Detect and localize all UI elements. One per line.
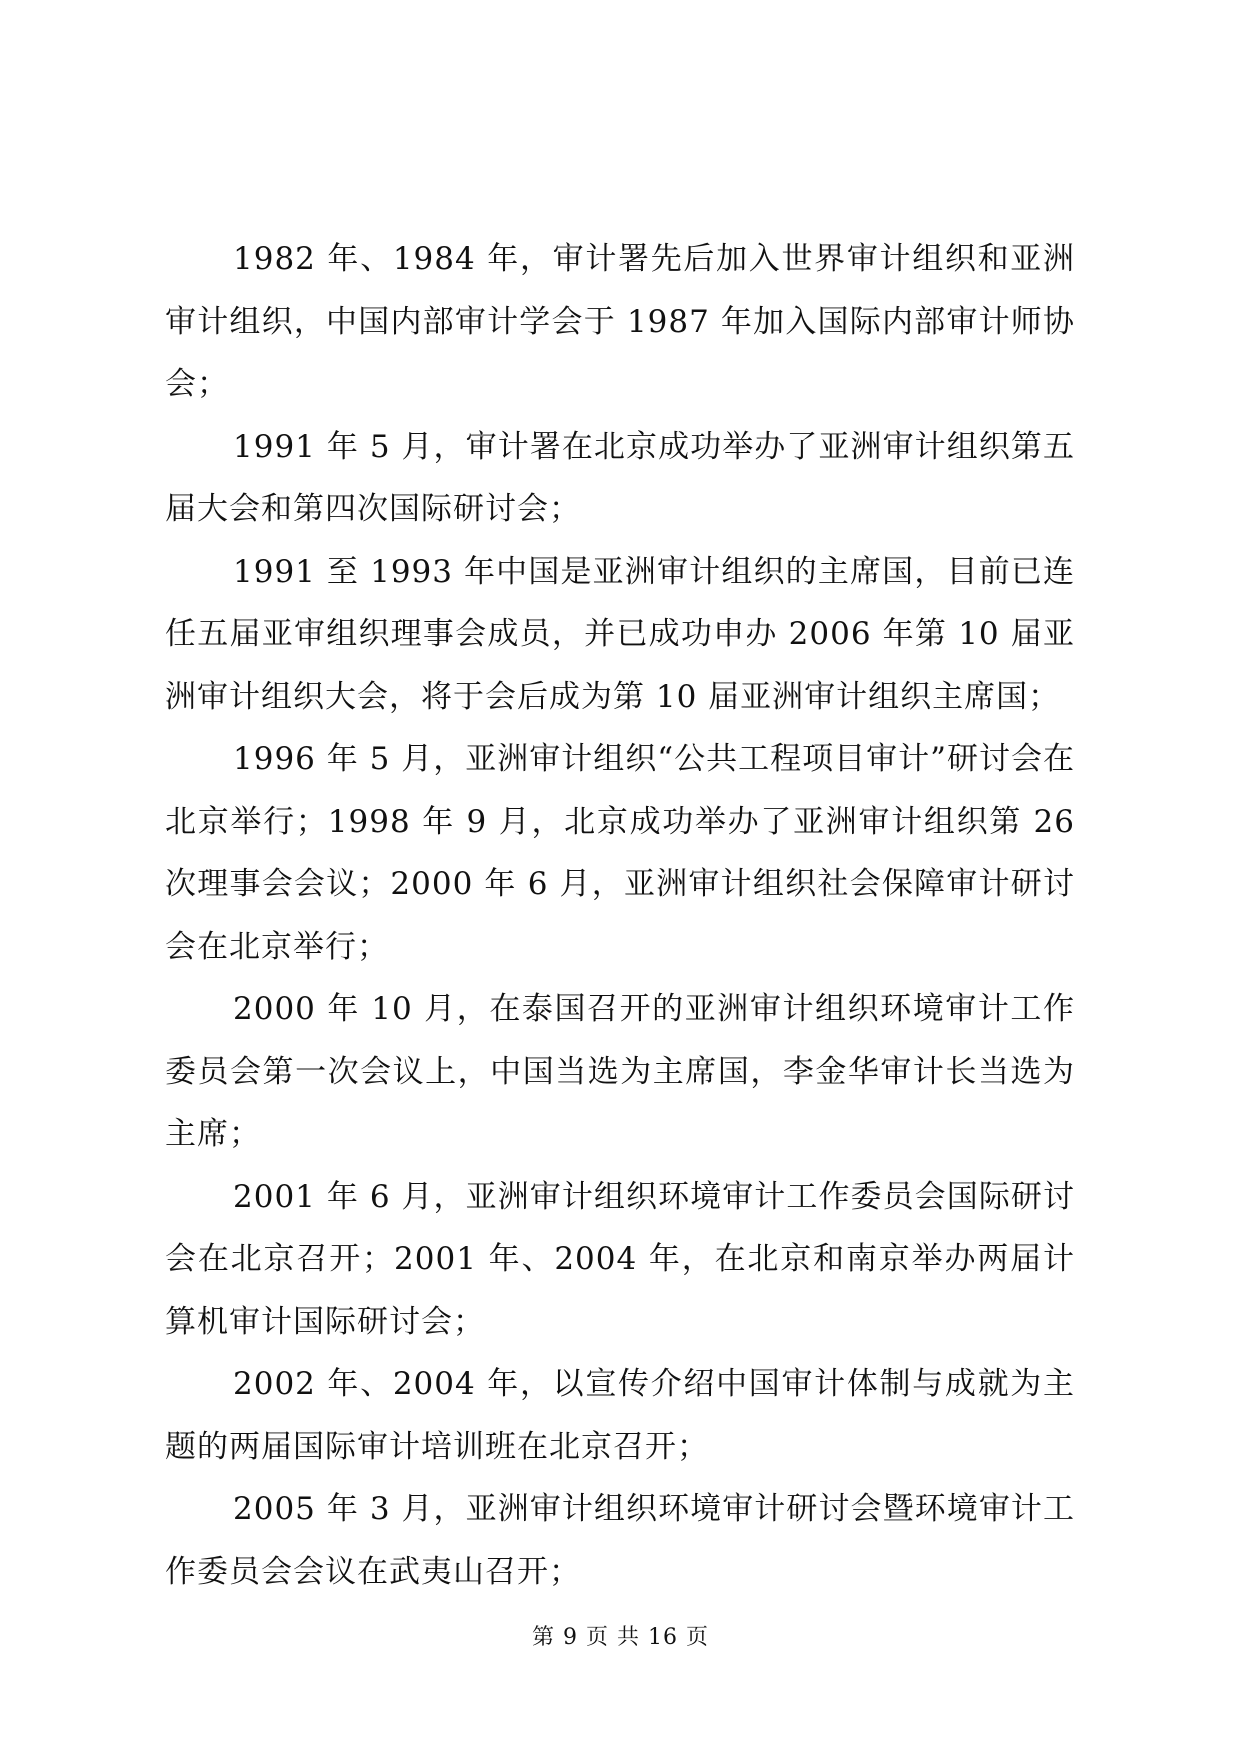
paragraph-1: 1982 年、1984 年，审计署先后加入世界审计组织和亚洲审计组织，中国内部审计学会于 1987 年加入国际内部审计师协会； [165,241,1075,402]
page-footer: 第 9 页 共 16 页 [532,1625,709,1650]
paragraph-4: 1996 年 5 月，亚洲审计组织“公共工程项目审计”研讨会在北京举行；1998 年 9 月，北京成功举办了亚洲审计组织第 26 次理事会会议；2000 年 6 月，亚洲审计组织社会保障审计研讨会在北京举行； [165,741,1075,965]
paragraph-8: 2005 年 3 月，亚洲审计组织环境审计研讨会暨环境审计工作委员会会议在武夷山召开； [165,1491,1075,1590]
paragraph-2: 1991 年 5 月，审计署在北京成功举办了亚洲审计组织第五届大会和第四次国际研讨会； [165,428,1075,527]
paragraph-3: 1991 至 1993 年中国是亚洲审计组织的主席国，目前已连任五届亚审组织理事会成员，并已成功申办 2006 年第 10 届亚洲审计组织大会，将于会后成为第 10 届亚洲审计组织主席国； [165,553,1075,715]
paragraph-7: 2002 年、2004 年，以宣传介绍中国审计体制与成就为主题的两届国际审计培训班在北京召开； [165,1366,1075,1465]
document-body [165,228,1075,1603]
paragraph-6: 2001 年 6 月，亚洲审计组织环境审计工作委员会国际研讨会在北京召开；2001 年、2004 年，在北京和南京举办两届计算机审计国际研讨会； [165,1178,1075,1340]
paragraph-5: 2000 年 10 月，在泰国召开的亚洲审计组织环境审计工作委员会第一次会议上，中国当选为主席国，李金华审计长当选为主席； [165,991,1075,1152]
